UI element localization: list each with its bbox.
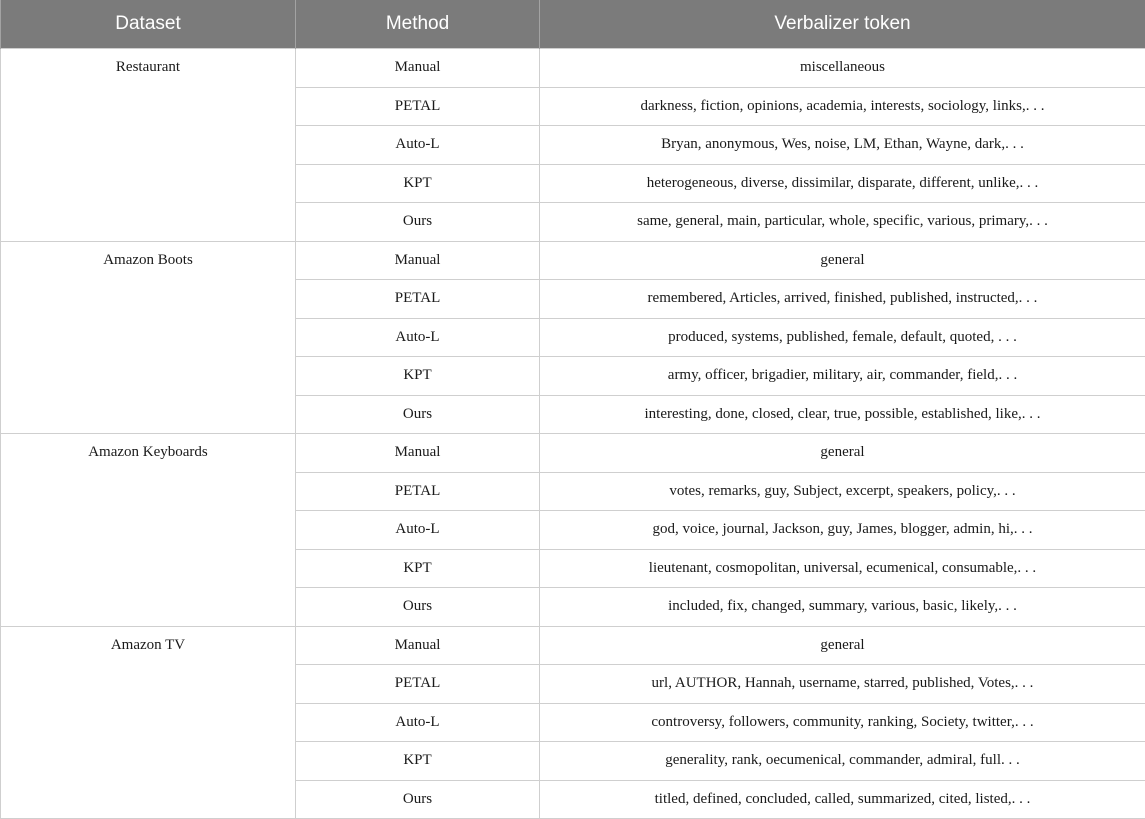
method-cell: Auto-L (296, 703, 540, 742)
tokens-cell: same, general, main, particular, whole, specific, various, primary,. . . (540, 203, 1145, 242)
tokens-cell: included, fix, changed, summary, various, basic, likely,. . . (540, 588, 1145, 627)
method-cell: KPT (296, 549, 540, 588)
tokens-cell: titled, defined, concluded, called, summarized, cited, listed,. . . (540, 780, 1145, 819)
method-cell: Auto-L (296, 126, 540, 165)
method-cell: Manual (296, 241, 540, 280)
tokens-cell: Bryan, anonymous, Wes, noise, LM, Ethan, Wayne, dark,. . . (540, 126, 1145, 165)
table-row (1, 626, 1145, 665)
tokens-cell: generality, rank, oecumenical, commander, admiral, full. . . (540, 742, 1145, 781)
method-cell: KPT (296, 357, 540, 396)
tokens-cell: votes, remarks, guy, Subject, excerpt, speakers, policy,. . . (540, 472, 1145, 511)
header-dataset: Dataset (1, 0, 296, 49)
tokens-cell: army, officer, brigadier, military, air, commander, field,. . . (540, 357, 1145, 396)
tokens-cell: url, AUTHOR, Hannah, username, starred, published, Votes,. . . (540, 665, 1145, 704)
table-body (1, 49, 1145, 819)
method-cell: Auto-L (296, 318, 540, 357)
method-cell: Manual (296, 434, 540, 473)
table-header (1, 0, 1145, 49)
table-row (1, 49, 1145, 88)
header-row (1, 0, 1145, 49)
method-cell: Auto-L (296, 511, 540, 550)
dataset-cell: Amazon TV (1, 626, 296, 819)
method-cell: Ours (296, 588, 540, 627)
tokens-cell: general (540, 241, 1145, 280)
tokens-cell: lieutenant, cosmopolitan, universal, ecumenical, consumable,. . . (540, 549, 1145, 588)
dataset-cell: Restaurant (1, 49, 296, 242)
tokens-cell: god, voice, journal, Jackson, guy, James, blogger, admin, hi,. . . (540, 511, 1145, 550)
method-cell: Ours (296, 395, 540, 434)
method-cell: Ours (296, 780, 540, 819)
tokens-cell: controversy, followers, community, ranking, Society, twitter,. . . (540, 703, 1145, 742)
dataset-cell: Amazon Boots (1, 241, 296, 434)
tokens-cell: remembered, Articles, arrived, finished, published, instructed,. . . (540, 280, 1145, 319)
dataset-cell: Amazon Keyboards (1, 434, 296, 627)
header-verbalizer-token: Verbalizer token (540, 0, 1145, 49)
tokens-cell: produced, systems, published, female, default, quoted, . . . (540, 318, 1145, 357)
tokens-cell: heterogeneous, diverse, dissimilar, disparate, different, unlike,. . . (540, 164, 1145, 203)
method-cell: PETAL (296, 665, 540, 704)
tokens-cell: darkness, fiction, opinions, academia, interests, sociology, links,. . . (540, 87, 1145, 126)
method-cell: PETAL (296, 280, 540, 319)
method-cell: Ours (296, 203, 540, 242)
method-cell: PETAL (296, 472, 540, 511)
table-row (1, 241, 1145, 280)
header-method: Method (296, 0, 540, 49)
tokens-cell: general (540, 626, 1145, 665)
method-cell: Manual (296, 626, 540, 665)
tokens-cell: miscellaneous (540, 49, 1145, 88)
tokens-cell: general (540, 434, 1145, 473)
method-cell: KPT (296, 164, 540, 203)
tokens-cell: interesting, done, closed, clear, true, possible, established, like,. . . (540, 395, 1145, 434)
method-cell: KPT (296, 742, 540, 781)
method-cell: PETAL (296, 87, 540, 126)
table-row (1, 434, 1145, 473)
method-cell: Manual (296, 49, 540, 88)
